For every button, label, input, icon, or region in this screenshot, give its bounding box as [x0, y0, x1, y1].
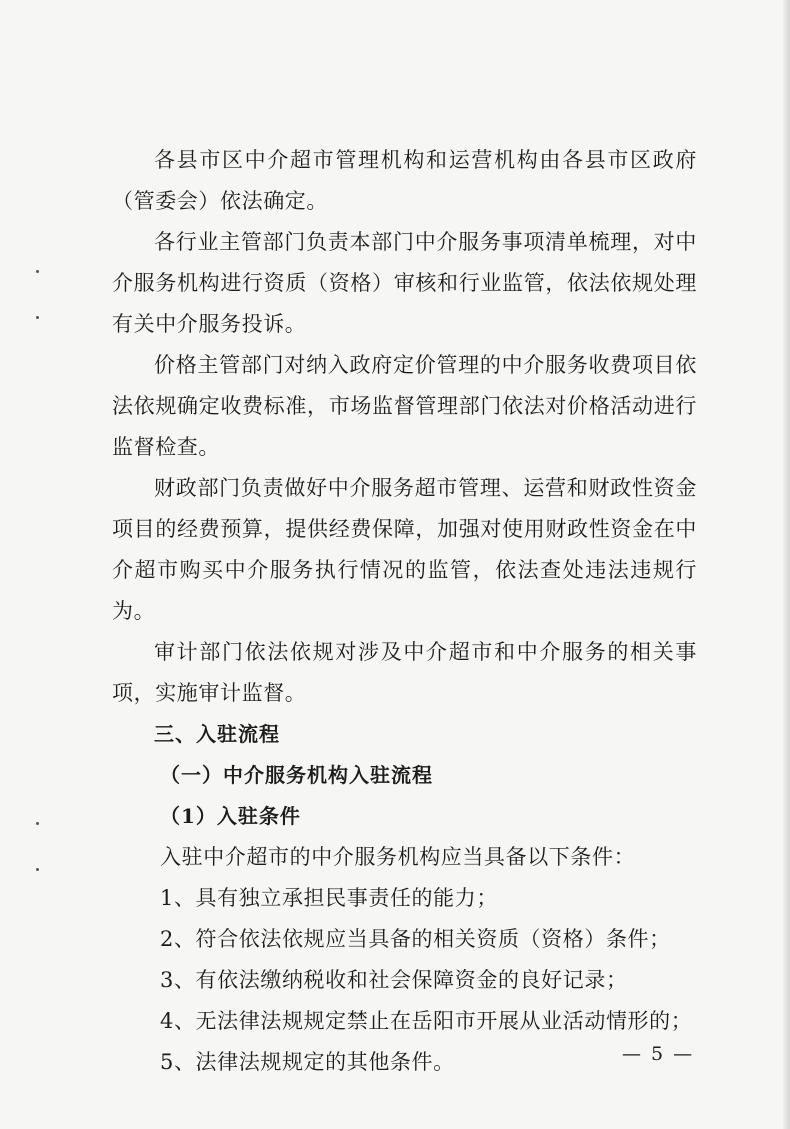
scan-speck: [36, 822, 39, 825]
condition-item: 4、无法律法规规定禁止在岳阳市开展从业活动情形的；: [160, 1009, 693, 1033]
paragraph: 各行业主管部门负责本部门中介服务事项清单梳理，对中介服务机构进行资质（资格）审核和行业监管，依法依规处理有关中介服务投诉。: [112, 230, 697, 336]
condition-item: 3、有依法缴纳税收和社会保障资金的良好记录；: [160, 968, 628, 992]
document-body: [112, 140, 697, 1083]
page-number: — 5 —: [622, 1043, 695, 1065]
paragraph: 各县市区中介超市管理机构和运营机构由各县市区政府（管委会）依法确定。: [112, 148, 697, 213]
condition-item: 1、具有独立承担民事责任的能力；: [160, 886, 498, 910]
paragraph: 财政部门负责做好中介服务超市管理、运营和财政性资金项目的经费预算，提供经费保障，加强对使用财政性资金在中介超市购买中介服务执行情况的监管，依法查处违法违规行为。: [112, 476, 697, 623]
paragraph: 审计部门依法依规对涉及中介超市和中介服务的相关事项，实施审计监督。: [112, 640, 697, 705]
condition-item: 2、符合依法依规应当具备的相关资质（资格）条件；: [160, 927, 671, 951]
section-heading: 三、入驻流程: [154, 722, 280, 746]
conditions-intro: 入驻中介超市的中介服务机构应当具备以下条件：: [160, 845, 636, 869]
scan-speck: [36, 868, 39, 871]
sub-subsection-heading: （1）入驻条件: [160, 804, 301, 828]
scan-speck: [36, 270, 39, 273]
scan-speck: [36, 316, 39, 319]
subsection-heading: （一）中介服务机构入驻流程: [160, 763, 433, 787]
paragraph: 价格主管部门对纳入政府定价管理的中介服务收费项目依法依规确定收费标准，市场监督管理部门依法对价格活动进行监督检查。: [112, 353, 697, 459]
condition-item: 5、法律法规规定的其他条件。: [160, 1050, 455, 1074]
page-edge-shadow: [783, 0, 790, 1129]
